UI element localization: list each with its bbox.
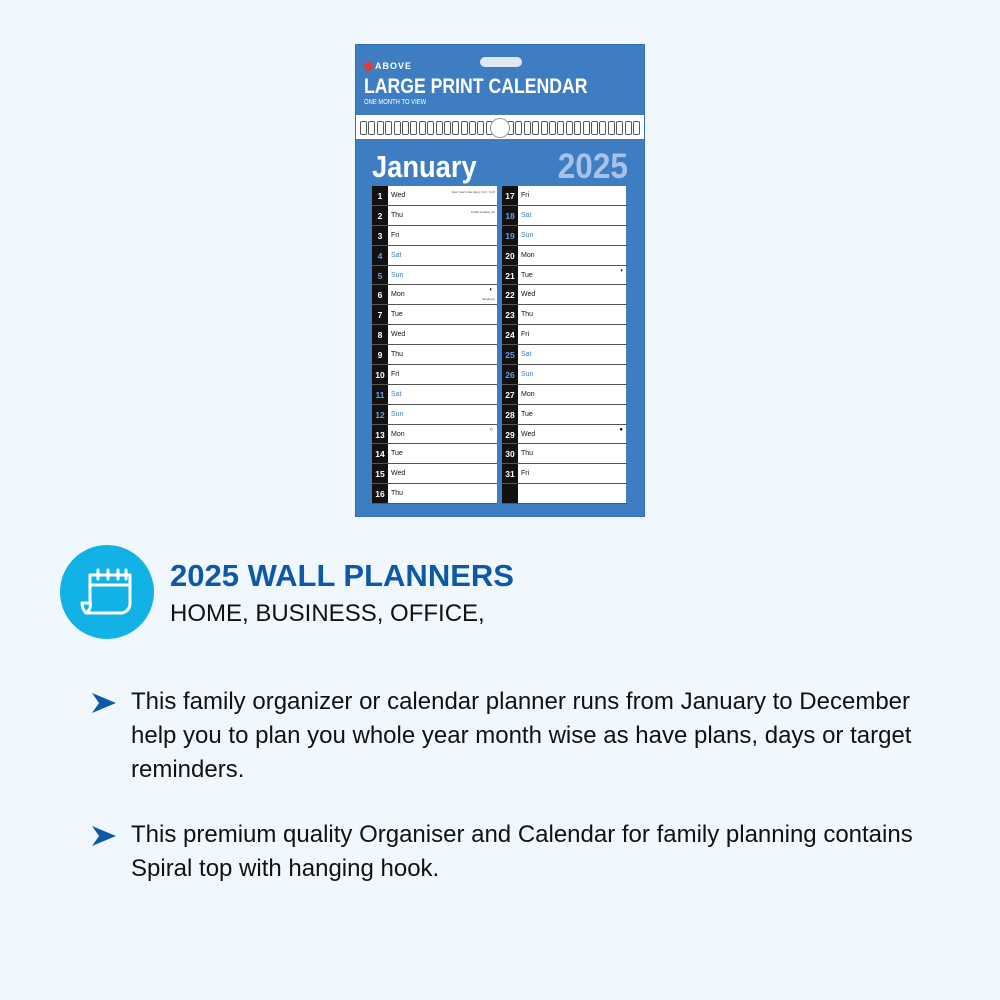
moon-phase-icon: ◐ bbox=[489, 287, 493, 294]
calendar-day-row bbox=[372, 425, 497, 445]
arrow-bullet-icon bbox=[90, 691, 118, 715]
calendar-day-row bbox=[502, 425, 627, 445]
day-name: Mon bbox=[391, 291, 405, 299]
spiral-coil bbox=[591, 121, 598, 135]
year-label: 2025 bbox=[557, 147, 628, 186]
calendar-product-image bbox=[356, 45, 644, 516]
day-name: Tue bbox=[521, 410, 533, 418]
feature-badge bbox=[60, 545, 154, 639]
day-name: Mon bbox=[521, 251, 535, 259]
day-number: 6 bbox=[377, 290, 383, 301]
day-name: Thu bbox=[391, 211, 404, 219]
day-number: 12 bbox=[375, 409, 385, 420]
day-name: Thu bbox=[391, 351, 404, 358]
day-number: 7 bbox=[377, 310, 383, 321]
day-name: Sun bbox=[391, 271, 404, 279]
spiral-coil bbox=[402, 121, 409, 135]
spiral-coil bbox=[625, 121, 632, 135]
day-name: Fri bbox=[521, 470, 530, 478]
calendar-day-row bbox=[502, 246, 627, 266]
calendar-day-row bbox=[372, 345, 497, 365]
calendar-day-row bbox=[372, 285, 497, 305]
month-label: January bbox=[372, 149, 477, 184]
day-name: Wed bbox=[391, 331, 406, 339]
calendar-column-right bbox=[502, 186, 627, 504]
day-number: 15 bbox=[375, 469, 385, 480]
calendar-day-row bbox=[372, 186, 497, 206]
spiral-coil bbox=[452, 121, 459, 135]
spiral-binding bbox=[356, 115, 644, 139]
day-number: 10 bbox=[375, 369, 385, 380]
day-number: 20 bbox=[505, 250, 515, 261]
day-name: Wed bbox=[521, 291, 536, 299]
spiral-coil bbox=[549, 121, 556, 135]
calendar-day-row bbox=[372, 405, 497, 425]
day-name: Fri bbox=[521, 331, 530, 339]
day-name: Thu bbox=[521, 311, 534, 319]
moon-phase-icon: ◑ bbox=[619, 267, 623, 274]
calendar-icon bbox=[60, 545, 154, 639]
spiral-coil bbox=[541, 121, 548, 135]
day-number: 27 bbox=[505, 389, 515, 400]
day-name: Thu bbox=[391, 490, 404, 498]
spiral-coil bbox=[377, 121, 384, 135]
day-number: 24 bbox=[505, 330, 515, 341]
day-name: Sat bbox=[521, 351, 532, 358]
day-name: Sat bbox=[391, 390, 402, 398]
day-number: 5 bbox=[377, 270, 383, 281]
day-name: Wed bbox=[521, 430, 536, 438]
day-number: 29 bbox=[505, 429, 515, 440]
day-name: Mon bbox=[391, 430, 405, 438]
calendar-day-row bbox=[372, 325, 497, 345]
day-number: 23 bbox=[505, 310, 515, 321]
day-number: 16 bbox=[375, 489, 385, 500]
spiral-coil bbox=[436, 121, 443, 135]
arrow-bullet-icon bbox=[90, 824, 118, 848]
spiral-coil bbox=[385, 121, 392, 135]
spiral-coil bbox=[394, 121, 401, 135]
calendar-day-row bbox=[372, 206, 497, 226]
spiral-coil bbox=[574, 121, 581, 135]
hanging-hook bbox=[480, 57, 522, 67]
day-number: 21 bbox=[505, 270, 515, 281]
day-name: Sat bbox=[391, 251, 402, 259]
spiral-coil bbox=[410, 121, 417, 135]
bullet-text: This premium quality Organiser and Calendar for family planning contains Spiral top with hanging hook. bbox=[131, 821, 913, 882]
spiral-coil bbox=[419, 121, 426, 135]
day-number: 14 bbox=[375, 449, 385, 460]
day-name: Fri bbox=[521, 192, 530, 199]
calendar-day-row bbox=[372, 226, 497, 246]
calendar-day-row bbox=[502, 365, 627, 385]
day-number: 18 bbox=[505, 210, 515, 221]
spiral-coil bbox=[360, 121, 367, 135]
day-name: Sat bbox=[521, 211, 532, 219]
calendar-day-row bbox=[502, 345, 627, 365]
day-name: Tue bbox=[391, 450, 403, 458]
calendar-day-row bbox=[502, 325, 627, 345]
calendar-day-row bbox=[502, 484, 627, 504]
day-name: Tue bbox=[521, 271, 533, 279]
day-number: 2 bbox=[377, 210, 383, 221]
calendar-day-row bbox=[502, 285, 627, 305]
calendar-day-row bbox=[372, 246, 497, 266]
day-name: Fri bbox=[391, 231, 400, 239]
calendar-day-row bbox=[372, 444, 497, 464]
day-number: 1 bbox=[377, 191, 383, 201]
calendar-day-row bbox=[502, 206, 627, 226]
day-number: 25 bbox=[505, 350, 515, 360]
day-name: Sun bbox=[391, 410, 404, 418]
brand-logo bbox=[364, 61, 412, 71]
day-name: Tue bbox=[391, 311, 403, 319]
calendar-day-row bbox=[502, 405, 627, 425]
day-name: Wed bbox=[391, 470, 406, 478]
spiral-coil bbox=[469, 121, 476, 135]
calendar-column-left bbox=[372, 186, 497, 504]
day-number: 17 bbox=[505, 191, 515, 201]
spiral-coil bbox=[583, 121, 590, 135]
day-name: Wed bbox=[391, 192, 406, 199]
spiral-coil bbox=[557, 121, 564, 135]
spiral-coil bbox=[633, 121, 640, 135]
calendar-day-row bbox=[502, 444, 627, 464]
day-number: 31 bbox=[505, 469, 515, 480]
calendar-day-row bbox=[502, 385, 627, 405]
calendar-day-row bbox=[502, 305, 627, 325]
calendar-day-row bbox=[502, 266, 627, 286]
moon-phase-icon: ○ bbox=[489, 426, 493, 433]
day-number: 28 bbox=[505, 409, 515, 420]
day-number: 3 bbox=[377, 230, 383, 241]
feature-subtitle: HOME, BUSINESS, OFFICE, bbox=[170, 600, 485, 627]
day-number: 8 bbox=[377, 330, 383, 341]
day-note: Epiphany bbox=[482, 297, 495, 302]
brand-name: ABOVE bbox=[375, 61, 413, 71]
moon-phase-icon: ● bbox=[619, 426, 623, 433]
spiral-coil bbox=[461, 121, 468, 135]
spiral-coil bbox=[524, 121, 531, 135]
spiral-coil bbox=[368, 121, 375, 135]
day-number: 4 bbox=[377, 250, 383, 261]
day-number: 13 bbox=[375, 429, 385, 440]
feature-title: 2025 WALL PLANNERS bbox=[170, 558, 514, 593]
day-name: Fri bbox=[391, 370, 400, 378]
brand-badge-icon bbox=[364, 62, 373, 71]
day-name: Sun bbox=[521, 370, 534, 378]
spiral-coil bbox=[444, 121, 451, 135]
day-number: 19 bbox=[505, 230, 515, 241]
day-number: 26 bbox=[505, 369, 515, 380]
calendar-day-row bbox=[502, 186, 627, 206]
calendar-day-row bbox=[372, 305, 497, 325]
day-number: 11 bbox=[375, 389, 385, 400]
day-note: Public Holiday (S) bbox=[471, 209, 495, 214]
calendar-day-row bbox=[372, 266, 497, 286]
cover-title: LARGE PRINT CALENDAR bbox=[364, 75, 588, 98]
spiral-coil bbox=[532, 121, 539, 135]
calendar-day-row bbox=[502, 464, 627, 484]
cover-subtitle: ONE MONTH TO VIEW bbox=[364, 99, 427, 106]
day-number: 22 bbox=[505, 290, 515, 301]
spiral-coil bbox=[616, 121, 623, 135]
day-number: 30 bbox=[505, 449, 515, 460]
calendar-day-row bbox=[372, 385, 497, 405]
spiral-coil bbox=[566, 121, 573, 135]
spiral-coil bbox=[608, 121, 615, 135]
calendar-day-row bbox=[372, 365, 497, 385]
calendar-grid bbox=[372, 186, 626, 504]
day-name: Sun bbox=[521, 231, 534, 239]
day-name: Mon bbox=[521, 390, 535, 398]
day-name: Thu bbox=[521, 450, 534, 458]
calendar-day-row bbox=[372, 464, 497, 484]
calendar-day-row bbox=[502, 226, 627, 246]
hanging-hole bbox=[490, 118, 510, 138]
day-note: New Year's Day (Eng, N.Irl, S.Irl) bbox=[451, 190, 495, 194]
spiral-coil bbox=[477, 121, 484, 135]
day-number: 9 bbox=[377, 350, 383, 360]
spiral-coil bbox=[515, 121, 522, 135]
bullet-text: This family organizer or calendar planner runs from January to December help you to plan you whole year month wise as have plans, days or target reminders. bbox=[131, 688, 912, 783]
spiral-coil bbox=[427, 121, 434, 135]
calendar-day-row bbox=[372, 484, 497, 504]
spiral-coil bbox=[599, 121, 606, 135]
